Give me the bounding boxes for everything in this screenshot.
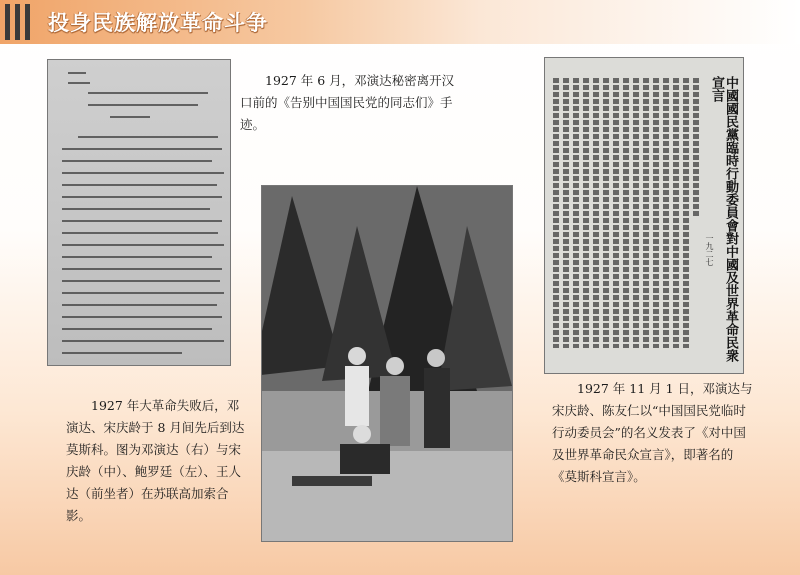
group-photo — [262, 186, 512, 541]
declaration-title: 中國國民黨臨時行動委員會對中國及世界革命民衆宣言 — [709, 76, 738, 362]
header-bar — [5, 4, 10, 40]
page-title: 投身民族解放革命斗争 — [48, 11, 268, 35]
header-bar — [15, 4, 20, 40]
caption-group-photo: 1927 年大革命失败后，邓演达、宋庆龄于 8 月间先后到达莫斯科。图为邓演达（右）与宋庆龄（中）、鲍罗廷（左）、王人达（前坐者）在苏联高加索合影。 — [66, 398, 245, 523]
page-header — [0, 0, 800, 44]
manuscript-photo — [48, 60, 230, 365]
caption-declaration: 1927 年 11 月 1 日，邓演达与宋庆龄、陈友仁以“中国国民党临时行动委员会”的名义发表了《对中国及世界革命民众宣言》，即著名的《莫斯科宣言》。 — [552, 381, 753, 484]
caption-manuscript: 1927 年 6 月，邓演达秘密离开汉口前的《告别中国国民党的同志们》手迹。 — [240, 73, 455, 132]
declaration-scan — [545, 58, 743, 373]
header-bar — [25, 4, 30, 40]
group-photo-illustration — [262, 186, 512, 541]
declaration-date: 一九二七 — [705, 234, 714, 266]
